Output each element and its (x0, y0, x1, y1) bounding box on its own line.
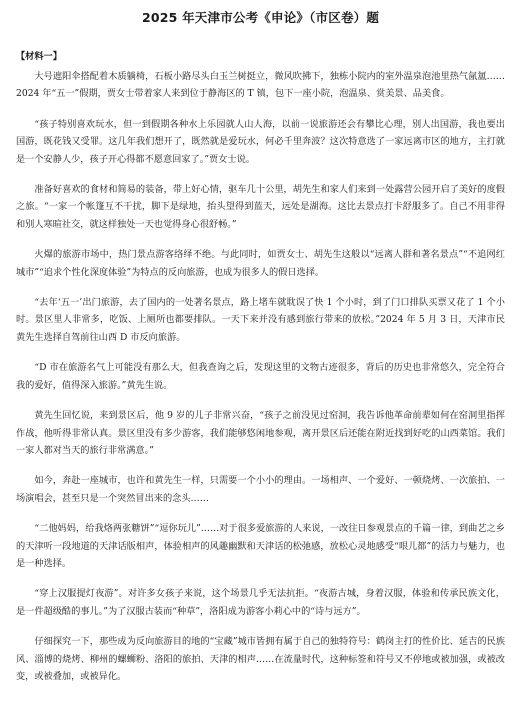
paragraph: “二他妈妈，给我烙两张糖饼”“逗你玩儿”……对于很多爱旅游的人来说，一改往日参观景点的千篇一律，到曲艺之乡的天津听一段地道的天津话版相声，体验相声的风趣幽默和天津话的松弛感，放松心灵地感受“哏儿都”的活力与魅力，也是一种选择。 (16, 523, 505, 569)
paragraph: “穿上汉服提灯夜游”。对许多女孩子来说，这个场景几乎无法抗拒。“夜游古城，身着汉服，体验和传承民族文化，是一件超级酷的事儿。”为了汉服古装而“种草”，洛阳成为游客小莉心中的“诗与远方”。 (16, 588, 505, 617)
paragraph: “D 市在旅游名气上可能没有那么大，但我查询之后，发现这里的文物古迹很多，背后的历史也非常悠久，完全符合我的爱好，值得深入旅游。”黄先生说。 (16, 362, 505, 391)
paragraph: 仔细探究一下，那些成为反向旅游目的地的“宝藏”城市皆拥有属于自己的独特符号：鹤岗主打的性价比、延吉的民族风、淄博的烧烤、柳州的螺蛳粉、洛阳的旅拍、天津的相声……在流量时代，这种标签和符号又不停地或被加强，或被改变，或被叠加，或被异化。 (16, 636, 505, 682)
document-title: 2025 年天津市公考《申论》（市区卷）题 (141, 10, 380, 25)
paragraph: 黄先生回忆说，来到景区后，他 9 岁的儿子非常兴奋，“孩子之前没见过窑洞，我告诉他革命前辈如何在窑洞里指挥作战，他听得非常认真。景区里没有多少游客，我们能够悠闲地参观，离开景区后还能在附近找到好吃的山西菜馆。我们一家人都对当天的旅行非常满意。” (16, 410, 505, 456)
paragraph: “孩子特别喜欢玩水，但一到假期各种水上乐园就人山人海，以前一说旅游还会有攀比心理，别人出国游，我也要出国游，既花钱又受罪。这几年我们想开了，既然就是爱玩水，何必千里奔波？这次特意选了一家远离市区的地方，主打就是一个安静人少，孩子开心得都不愿意回家了。”贾女士说。 (16, 118, 505, 165)
paragraph: 如今，奔赴一座城市，也许和黄先生一样，只需要一个小小的理由。一场相声、一个爱好、一顿烧烤、一次旅拍、一场演唱会，甚至只是一个突然冒出来的念头…… (16, 475, 505, 504)
paragraph: 火爆的旅游市场中，热门景点游客络绎不绝。与此同时，如贾女士、胡先生这般以“远离人群和著名景点”“不追网红城市”“追求个性化深度体验”为特点的反向旅游，也成为很多人的假日选择。 (16, 249, 505, 278)
section-header: 【材料一】 (16, 51, 62, 62)
paragraph: “去年‘五一’出门旅游，去了国内的一处著名景点，路上堵车就耽误了快 1 个小时，到了门口排队买票又花了 1 个小时。景区里人非常多，吃饭、上厕所也都要排队。一天下来并没有感到旅行带来的放松。”2024 年 5 月 3 日，天津市民黄先生选择自驾前往山西 D 市反向旅游。 (16, 297, 505, 343)
paragraph: 准备好喜欢的食材和简易的装备，带上好心情，驱车几十公里，胡先生和家人们来到一处露营公园开启了美好的度假之旅。“一家一个帐篷互不干扰，脚下是绿地，抬头望得到蓝天，远处是湖海。这比去景点打卡舒服多了。自己不用非得和别人寒暄社交，就这样独处一天也觉得身心很舒畅。” (16, 184, 505, 230)
paragraph: 大号遮阳伞搭配着木质躺椅，石板小路尽头白玉兰树挺立，微风吹拂下，独栋小院内的室外温泉泡池里热气氤氲……2024 年“五一”假期，贾女士带着家人来到位于静海区的 T 镇，包下一座小院，泡温泉、赏美景、品美食。 (16, 71, 505, 100)
